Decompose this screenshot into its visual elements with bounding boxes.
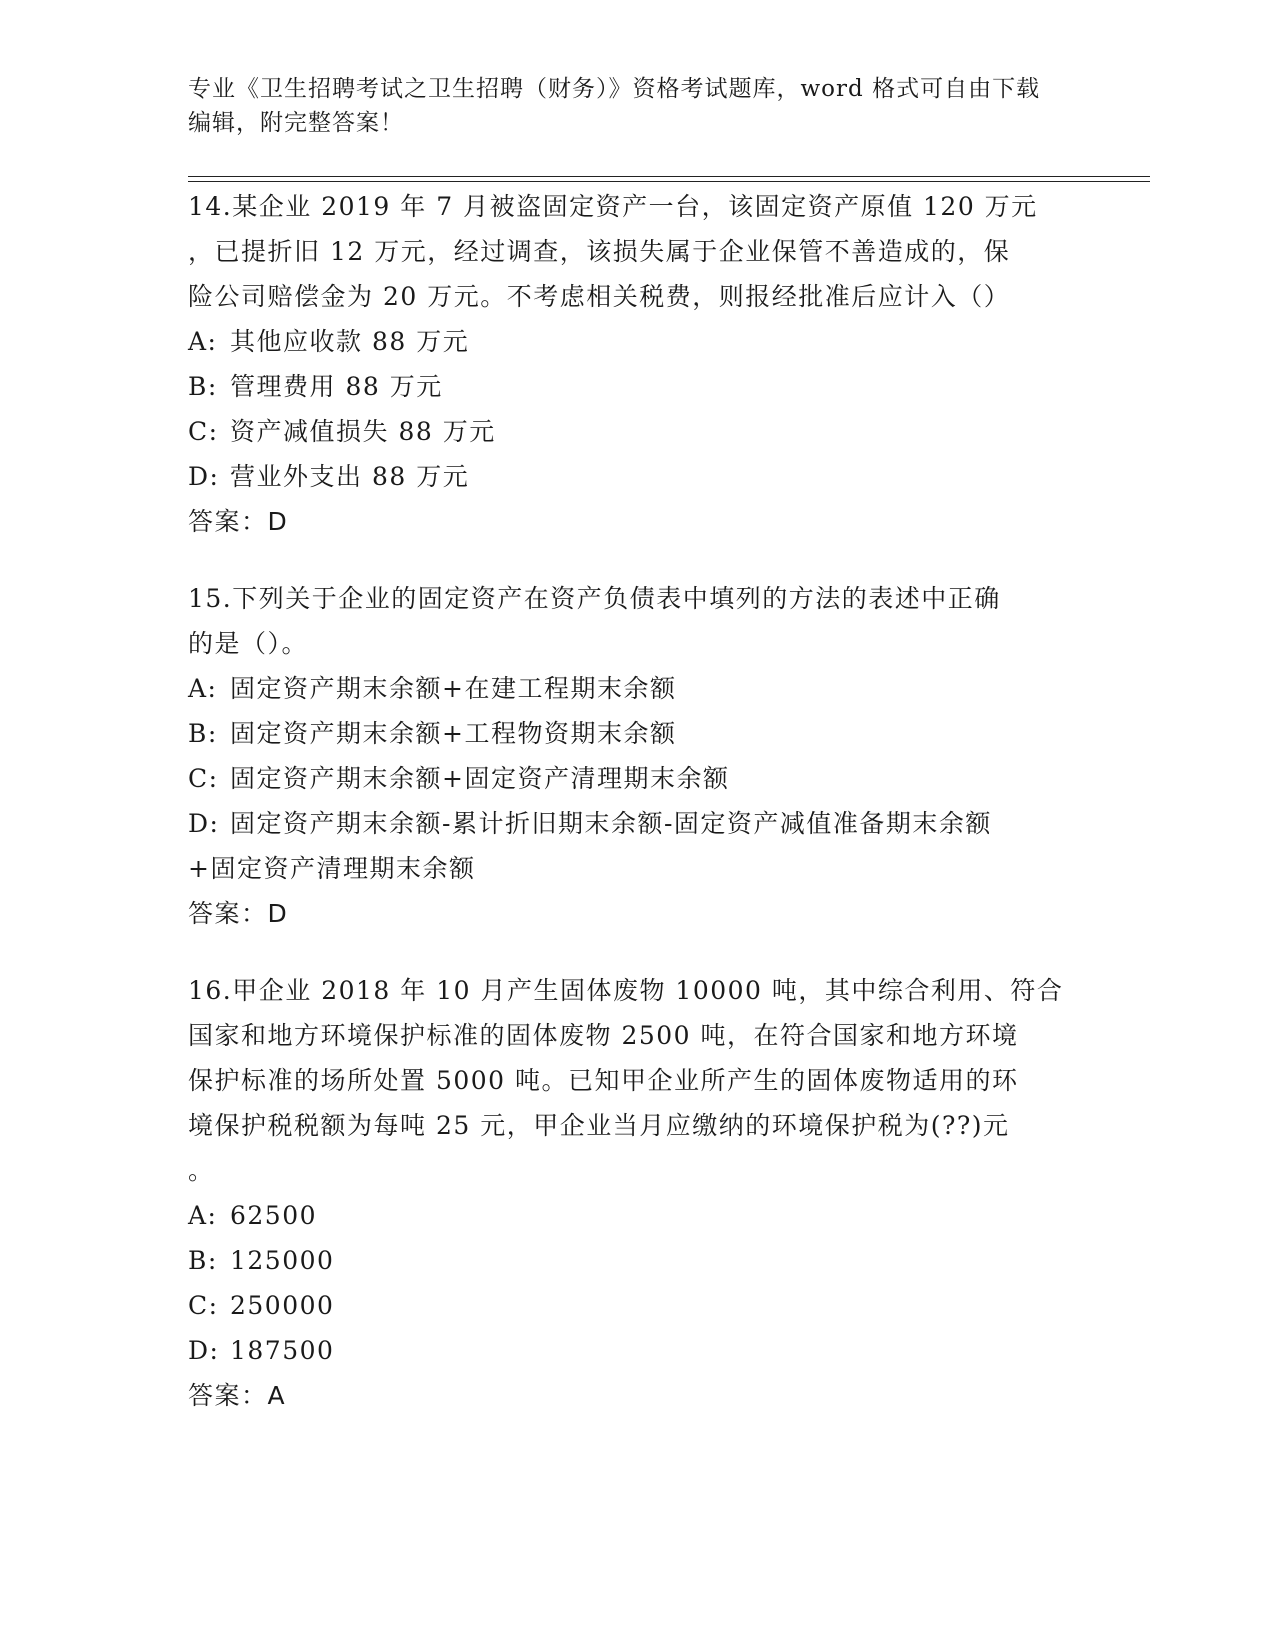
stem-line: 险公司赔偿金为 20 万元。不考虑相关税费，则报经批准后应计入（） xyxy=(188,282,1011,311)
option-text: 固定资产期末余额+固定资产清理期末余额 xyxy=(230,764,730,793)
option-text: 62500 xyxy=(230,1201,318,1230)
header-divider-top xyxy=(188,176,1150,177)
option-letter: B: xyxy=(188,719,218,748)
option-d xyxy=(188,454,1068,499)
option-text: 250000 xyxy=(230,1291,335,1320)
option-text: 资产减值损失 88 万元 xyxy=(230,417,496,446)
answer: 答案：D xyxy=(188,507,289,536)
option-text: 固定资产期末余额+在建工程期末余额 xyxy=(230,674,677,703)
option-c xyxy=(188,409,1068,454)
option-b xyxy=(188,364,1068,409)
stem-line: 15.下列关于企业的固定资产在资产负债表中填列的方法的表述中正确 xyxy=(188,584,1001,613)
answer: 答案：D xyxy=(188,899,289,928)
header-divider-bottom xyxy=(188,181,1150,182)
option-letter: D: xyxy=(188,1336,220,1365)
option-a xyxy=(188,1193,1068,1238)
option-letter: B: xyxy=(188,1246,218,1275)
option-b xyxy=(188,1238,1068,1283)
header-intro-line-2: 编辑，附完整答案！ xyxy=(188,110,404,136)
option-d-continued xyxy=(188,846,1068,891)
question-16 xyxy=(188,968,1068,1418)
option-b xyxy=(188,711,1068,756)
option-letter: C: xyxy=(188,764,219,793)
option-c xyxy=(188,1283,1068,1328)
option-letter: A: xyxy=(188,1201,218,1230)
option-text: 固定资产期末余额-累计折旧期末余额-固定资产减值准备期末余额 xyxy=(230,809,992,838)
option-text: 营业外支出 88 万元 xyxy=(230,462,470,491)
stem-line: 。 xyxy=(188,1156,215,1185)
question-stem xyxy=(188,968,1068,1193)
question-stem xyxy=(188,576,1068,666)
stem-line: 国家和地方环境保护标准的固体废物 2500 吨，在符合国家和地方环境 xyxy=(188,1021,1019,1050)
option-letter: D: xyxy=(188,809,220,838)
stem-line: 16.甲企业 2018 年 10 月产生固体废物 10000 吨，其中综合利用、符合 xyxy=(188,976,1064,1005)
option-text: 125000 xyxy=(230,1246,335,1275)
question-15 xyxy=(188,576,1068,936)
stem-line: 14.某企业 2019 年 7 月被盗固定资产一台，该固定资产原值 120 万元 xyxy=(188,192,1038,221)
option-letter: D: xyxy=(188,462,220,491)
option-letter: C: xyxy=(188,417,219,446)
document-header xyxy=(188,72,1068,140)
stem-line: ，已提折旧 12 万元，经过调查，该损失属于企业保管不善造成的，保 xyxy=(188,237,1011,266)
stem-line: 的是（）。 xyxy=(188,629,309,658)
option-text: 其他应收款 88 万元 xyxy=(230,327,470,356)
option-a xyxy=(188,319,1068,364)
option-text: 管理费用 88 万元 xyxy=(230,372,443,401)
question-14 xyxy=(188,184,1068,544)
question-stem xyxy=(188,184,1068,319)
option-letter: B: xyxy=(188,372,218,401)
answer: 答案：A xyxy=(188,1381,287,1410)
option-c xyxy=(188,756,1068,801)
option-letter: A: xyxy=(188,674,218,703)
option-text: +固定资产清理期末余额 xyxy=(188,854,476,883)
stem-line: 境保护税税额为每吨 25 元，甲企业当月应缴纳的环境保护税为(??)元 xyxy=(188,1111,1010,1140)
option-text: 187500 xyxy=(230,1336,335,1365)
option-letter: A: xyxy=(188,327,218,356)
header-intro-line-1: 专业《卫生招聘考试之卫生招聘（财务）》资格考试题库，word 格式可自由下载 xyxy=(188,76,1041,102)
option-a xyxy=(188,666,1068,711)
stem-line: 保护标准的场所处置 5000 吨。已知甲企业所产生的固体废物适用的环 xyxy=(188,1066,1019,1095)
option-d xyxy=(188,801,1068,846)
option-d xyxy=(188,1328,1068,1373)
option-letter: C: xyxy=(188,1291,219,1320)
option-text: 固定资产期末余额+工程物资期末余额 xyxy=(230,719,677,748)
